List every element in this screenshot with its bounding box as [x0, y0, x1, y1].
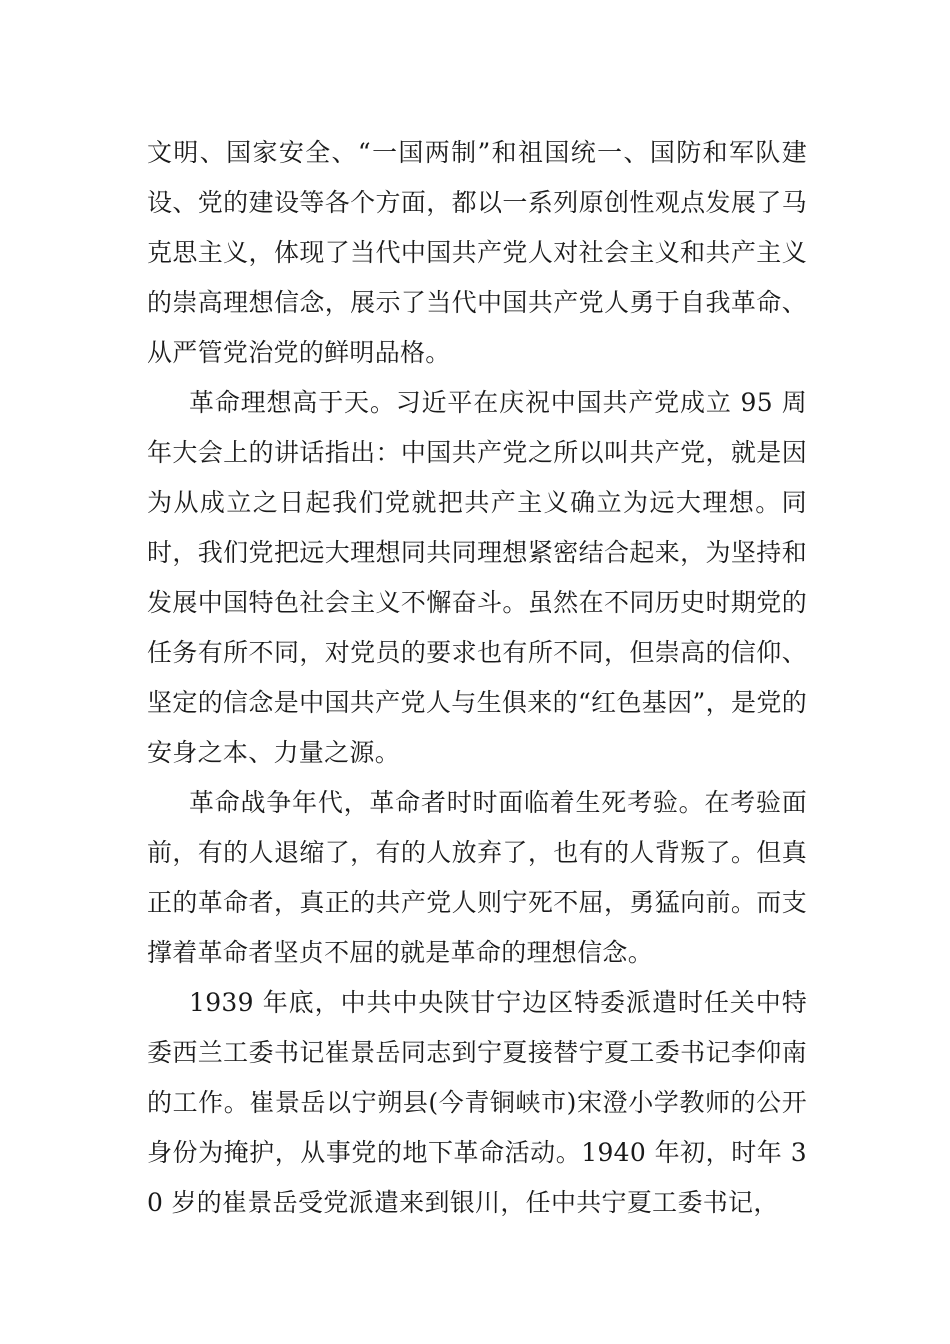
paragraph-cui-jingyue: 1939 年底，中共中央陕甘宁边区特委派遣时任关中特委西兰工委书记崔景岳同志到宁夏接替宁夏工委书记李仰南的工作。崔景岳以宁朔县(今青铜峡市)宋澄小学教师的公开身份为掩护，从事党的地下革命活动。1940 年初，时年 30 岁的崔景岳受党派遣来到银川，任中共宁夏工委书记， — [147, 988, 807, 1217]
paragraph-revolutionary-ideals: 革命理想高于天。习近平在庆祝中国共产党成立 95 周年大会上的讲话指出：中国共产党之所以叫共产党，就是因为从成立之日起我们党就把共产主义确立为远大理想。同时，我们党把远大理想同共同理想紧密结合起来，为坚持和发展中国特色社会主义不懈奋斗。虽然在不同历史时期党的任务有所不同，对党员的要求也有所不同，但崇高的信仰、坚定的信念是中国共产党人与生俱来的“红色基因”，是党的安身之本、力量之源。 — [147, 388, 807, 767]
paragraph-revolutionary-war: 革命战争年代，革命者时时面临着生死考验。在考验面前，有的人退缩了，有的人放弃了，也有的人背叛了。但真正的革命者，真正的共产党人则宁死不屈，勇猛向前。而支撑着革命者坚贞不屈的就是革命的理想信念。 — [147, 788, 807, 967]
paragraph-continuation: 文明、国家安全、“一国两制”和祖国统一、国防和军队建设、党的建设等各个方面，都以一系列原创性观点发展了马克思主义，体现了当代中国共产党人对社会主义和共产主义的崇高理想信念，展示了当代中国共产党人勇于自我革命、从严管党治党的鲜明品格。 — [147, 138, 807, 367]
document-body — [147, 128, 807, 1228]
